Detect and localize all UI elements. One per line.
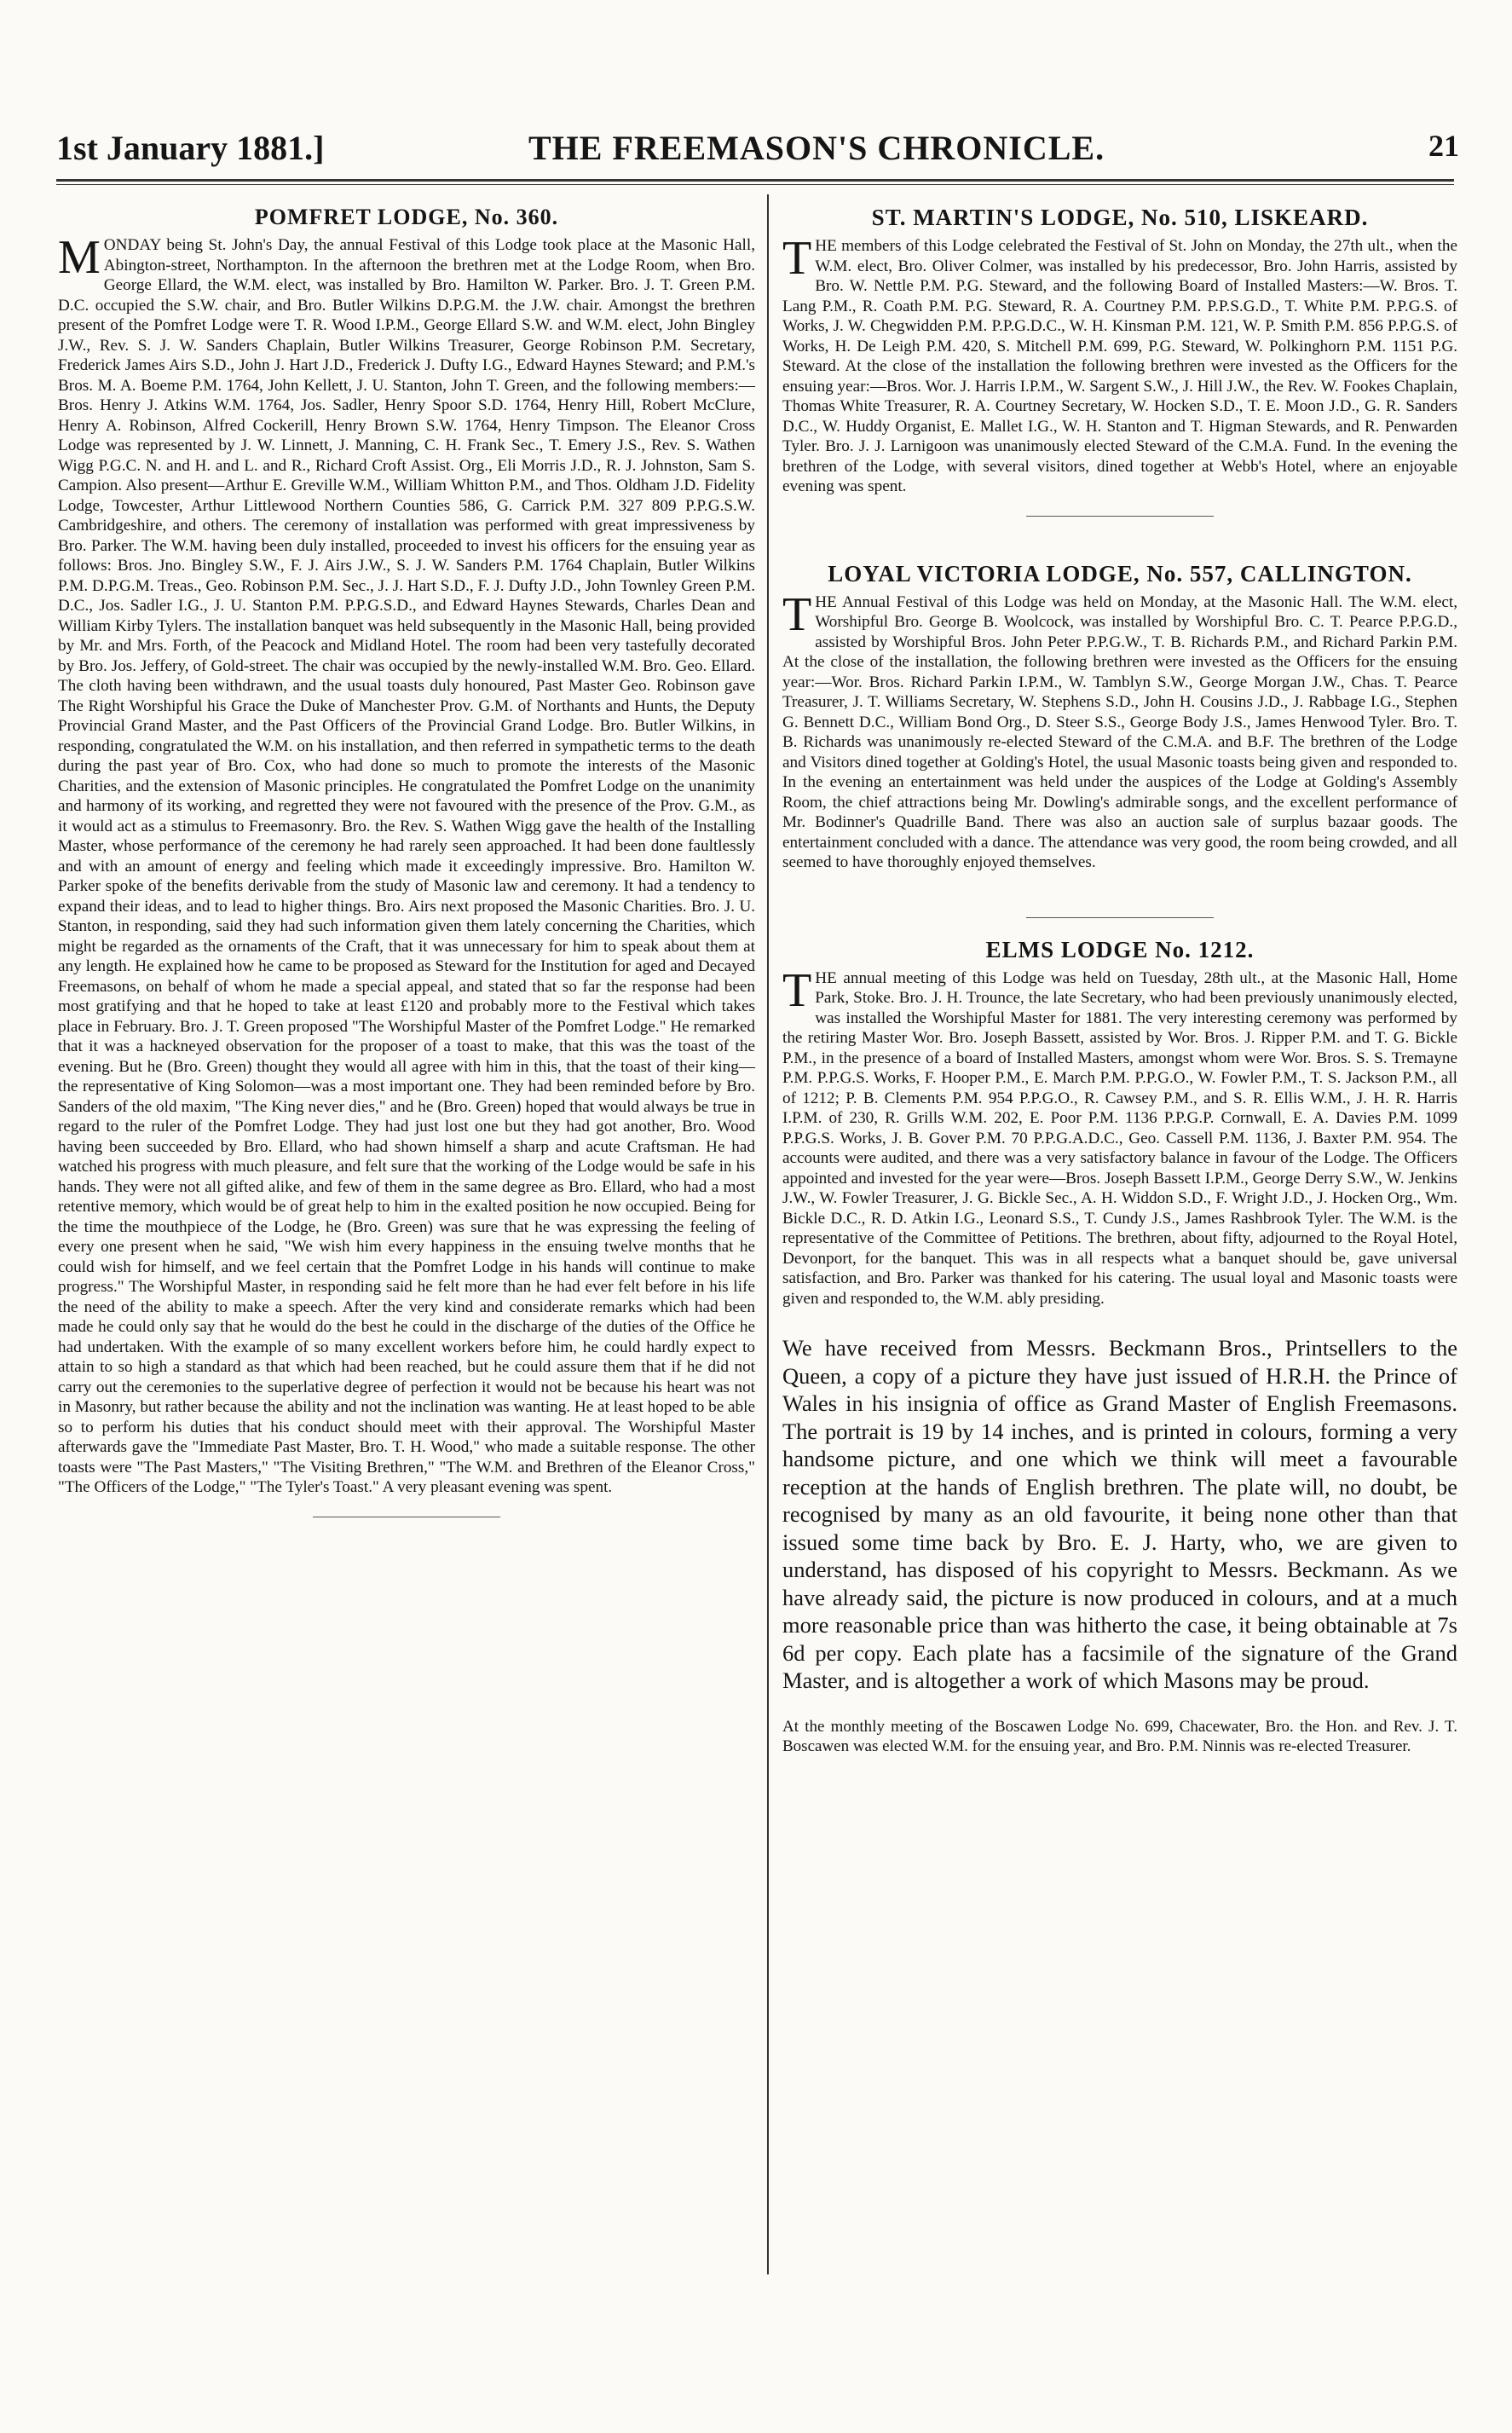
left-column (58, 205, 755, 1536)
article-body (782, 587, 1457, 873)
boscawen-lodge-brief: At the monthly meeting of the Boscawen Lodge No. 699, Chacewater, Bro. the Hon. and Rev. J. T. Boscawen was elected W.M. for the ensuing year, and Bro. P.M. Ninnis was re-elected Treasurer. (782, 1718, 1457, 1755)
article-elms-lodge (782, 937, 1457, 1309)
column-divider (767, 194, 769, 2274)
drop-cap: T (782, 587, 812, 641)
article-title: POMFRET LODGE, No. 360. (254, 205, 559, 229)
header-rule (56, 179, 1454, 182)
beckmann-picture-notice: We have received from Messrs. Beckmann Bros., Printsellers to the Queen, a copy of a picture they have just issued of H.R.H. the Prince of Wales in his insignia of office as Grand Master of English Freemasons. The portrait is 19 by 14 inches, and is printed in colours, forming a very handsome picture, and one which we think will meet a favourable reception at the hands of English brethren. The plate will, no doubt, be recognised by many as an old favourite, it being none other than that issued some time back by Bro. E. J. Harty, who, we are given to understand, has disposed of his copyright to Messrs. Beckmann. As we have already said, the picture is now produced in colours, and at a much more reasonable price than was hitherto the case, it being obtainable at 7s 6d per copy. Each plate has a facsimile of the signature of the Grand Master, and is altogether a work of which Masons may be proud. (782, 1335, 1457, 1693)
article-text: HE annual meeting of this Lodge was held on Tuesday, 28th ult., at the Masonic Hall, Home Park, Stoke. Bro. J. H. Trounce, the late Secretary, who had been previously unanimously elected, was installed the Worshipful Master for 1881. The very interesting ceremony was performed by the retiring Master Wor. Bro. Joseph Bassett, assisted by Wor. Bros. J. Ripper P.M. and T. G. Bickle P.M., in the presence of a board of Installed Masters, amongst whom were Wor. Bros. S. S. Tremayne P.M. P.P.G.S. Works, F. Hooper P.M., E. March P.M. P.P.G.O., W. Fowler P.M., T. S. Jackson P.M., all of 1212; P. B. Clements P.M. 954 P.P.G.O., R. Cawsey P.M., and S. R. Ellis W.M., J. H. R. Harris I.P.M. of 230, R. Grills W.M. 202, E. Poor P.M. 1136 P.P.G.P. Cornwall, E. A. Davies P.M. 1099 P.P.G.S. Works, J. B. Gover P.M. 70 P.P.G.A.D.C., Geo. Cassell P.M. 1136, J. Baxter P.M. 954. The accounts were audited, and there was a very satisfactory balance in favour of the Lodge. The Officers appointed and invested for the year were—Bros. Joseph Bassett I.P.M., George Derry S.W., W. Jenkins J.W., W. Fowler Treasurer, J. G. Bickle Sec., A. H. Widdon S.D., F. Wright J.D., J. Hocken Org., Wm. Bickle D.C., R. D. Atkin I.G., Leonard S.S., T. Cundy J.S., James Rashbrook Tyler. The W.M. is the representative of the Committee of Petitions. The brethren, about fifty, adjourned to the Royal Hotel, Devonport, for the banquet. This was in all respects what a banquet should be, gave universal satisfaction, and Bro. Parker was thanked for his catering. The usual loyal and Masonic toasts were given and responded to, the W.M. ably presiding. (782, 968, 1457, 1308)
article-text: HE Annual Festival of this Lodge was held on Monday, at the Masonic Hall. The W.M. elect, Worshipful Bro. George B. Woolcock, was installed by Worshipful Bro. C. T. Pearce P.P.G.D., assisted by Worshipful Bros. John Peter P.P.G.W., T. B. Richards P.M., and Richard Parkin P.M. At the close of the installation, the following brethren were invested as the Officers for the ensuing year:—Wor. Bros. Richard Parkin I.P.M., W. Tamblyn S.W., George Morgan J.W., Chas. T. Pearce Treasurer, J. T. Williams Secretary, W. Stephens S.D., John H. Cousins J.D., J. Rabbage I.G., Stephen G. Bennett D.C., William Bond Org., D. Steer S.S., George Body J.S., James Henwood Tyler. Bro. T. B. Richards was unanimously re-elected Steward of the C.M.A. and B.F. The brethren of the Lodge and Visitors dined together at Golding's Hotel, the usual Masonic toasts being given and responded to. In the evening an entertainment was held under the auspices of the Lodge at Golding's Assembly Room, the chief attractions being Mr. Dowling's admirable songs, and the excellent performance of Mr. Bodinner's Quadrille Band. There was also an auction sale of surplus bazaar goods. The entertainment concluded with a dance. The attendance was very good, the room being crowded, and all seemed to have thoroughly enjoyed themselves. (782, 592, 1457, 871)
article-text: HE members of this Lodge celebrated the Festival of St. John on Monday, the 27th ult., when the W.M. elect, Bro. Oliver Colmer, was installed by his predecessor, Bro. John Harris, assisted by Bro. W. Nettle P.M. P.G. Steward, and the following Board of Installed Masters:—W. Bros. T. Lang P.M., R. Coath P.M. P.G. Steward, R. A. Courtney P.M. P.P.S.G.D., T. White P.M. P.P.G.S. of Works, J. W. Chegwidden P.M. P.P.G.D.C., W. H. Kinsman P.M. 121, W. P. Smith P.M. 856 P.P.G.S. of Works, H. De Leigh P.M. 420, S. Mitchell P.M. 699, P.G. Steward, W. Polkinghorn P.M. 1151 P.G. Steward. At the close of the installation the following brethren were invested as the Officers for the ensuing year:—Bros. Wor. J. Harris I.P.M., W. Sargent S.W., J. Hill J.W., the Rev. W. Fookes Chaplain, Thomas White Treasurer, R. A. Courtney Secretary, W. Hocken S.D., T. E. Moon J.D., G. R. Sanders D.C., W. Huddy Organist, E. Mallet I.G., W. H. Stanton and T. Higman Stewards, and R. Penwarden Tyler. Bro. J. J. Larnigoon was unanimously elected Steward of the C.M.A. Fund. In the evening the brethren of the Lodge, with several visitors, dined together at Webb's Hotel, where an enjoyable evening was spent. (782, 237, 1457, 495)
section-rule (1026, 516, 1214, 517)
article-pomfret-lodge (58, 205, 755, 1498)
article-title: LOYAL VICTORIA LODGE, No. 557, CALLINGTON. (828, 560, 1412, 587)
article-title: ST. MARTIN'S LODGE, No. 510, LISKEARD. (871, 205, 1369, 230)
article-st-martins-lodge (782, 205, 1457, 497)
article-text: ONDAY being St. John's Day, the annual Festival of this Lodge took place at the Masonic Hall, Abington-street, Northampton. In the afternoon the brethren met at the Lodge Room, when Bro. George Ellard, the W.M. elect, was installed by Bro. Hamilton W. Parker. Bro. J. T. Green P.M. D.C. occupied the S.W. chair, and Bro. Butler Wilkins D.P.G.M. the J.W. chair. Amongst the brethren present of the Pomfret Lodge were T. R. Wood I.P.M., George Ellard S.W. and W.M. elect, John Bingley J.W., Rev. S. J. W. Sanders Chaplain, Butler Wilkins Treasurer, George Robinson P.M. Secretary, Frederick James Airs S.D., John J. Hart J.D., Frederick J. Dufty I.G., Edward Haynes Steward; and P.M.'s Bros. M. A. Boeme P.M. 1764, John Kellett, J. U. Stanton, John T. Green, and the following members:—Bros. Henry J. Atkins W.M. 1764, Jos. Sadler, Henry Spoor S.D. 1764, Henry Hill, Robert McClure, Henry A. Robinson, Alfred Cockerill, Henry Brown S.W. 1764, Henry Timpson. The Eleanor Cross Lodge was represented by J. W. Linnett, J. Manning, C. H. Frank Sec., T. Emery J.S., Rev. S. Wathen Wigg P.G.C. N. and H. and L. and R., Richard Croft Assist. Org., Eli Morris J.D., R. J. Johnston, Sam S. Campion. Also present—Arthur E. Greville W.M., William Whitton P.M., and Thos. Oldham J.D. Fidelity Lodge, Towcester, Arthur Littlewood Northern Counties 586, G. Carrick P.M. 327 809 P.P.G.S.W. Cambridgeshire, and others. The ceremony of installation was performed with great impressiveness by Bro. Parker. The W.M. having been duly installed, proceeded to invest his officers for the ensuing year as follows: Bros. Jno. Bingley S.W., F. J. Airs J.W., S. J. W. Sanders P.M. 1764 Chaplain, Butler Wilkins P.M. D.P.G.M. Treas., Geo. Robinson P.M. Sec., J. J. Hart S.D., F. J. Dufty J.D., John Townley Green P.M. D.C., Jos. Sadler I.G., J. U. Stanton P.M. P.P.G.S.D., and Edward Haynes Stewards, Charles Dean and William Kirby Tylers. The installation banquet was held subsequently in the Masonic Hall, being provided by Mr. and Mrs. Forth, of the Peacock and Midland Hotel. The room had been very tastefully decorated by Bro. Jos. Jeffery, of Gold-street. The chair was occupied by the newly-installed W.M. Bro. Geo. Ellard. The cloth having been withdrawn, and the usual toasts duly honoured, Past Master Geo. Robinson gave The Right Worshipful his Grace the Duke of Manchester Prov. G.M. of Northants and Hunts, the Deputy Provincial Grand Master, and the Past Officers of the Provincial Grand Lodge. Bro. Butler Wilkins, in responding, congratulated the W.M. on his installation, and then referred in sympathetic terms to the death during the past year of Bro. Cox, who had done so much to promote the interests of the Masonic Charities, and the extension of Masonic principles. He congratulated the Pomfret Lodge on the unanimity and harmony of its working, and regretted they were not favoured with the presence of the Prov. G.M., as it would act as a stimulus to Freemasonry. Bro. the Rev. S. Wathen Wigg gave the health of the Installing Master, whose performance of the ceremony he had rarely seen approached. It had been done faultlessly and with an amount of energy and feeling which made it exceedingly impressive. Bro. Hamilton W. Parker spoke of the benefits derivable from the study of Masonic law and ceremony. It had a tendency to expand their ideas, and to lead to higher things. Bro. Airs next proposed the Masonic Charities. Bro. J. U. Stanton, in responding, said they had such information given them lately concerning the Charities, which might be regarded as the ornaments of the Craft, that it was unnecessary for him to speak about them at any length. He explained how he came to be proposed as Steward for the Institution for aged and Decayed Freemasons, on behalf of whom he made a special appeal, and stated that so far the response had been most gratifying and that he hoped to take at least £120 and probably more to the Festival which takes place in February. Bro. J. T. Green proposed "The Worshipful Master of the Pomfret Lodge." He remarked that it was a hackneyed observation for the proposer of a toast to make, that this was the toast of the evening. But he (Bro. Green) thought they would all agree with him in this, that the toast of their king—the representative of King Solomon—was a most important one. They had been reminded before by Bro. Sanders of the old maxim, "The King never dies," and he (Bro. Green) hoped that would always be true in regard to the ruler of the Pomfret Lodge. They had just lost one but they had got another, Bro. Wood having been succeeded by Bro. Ellard, who had shown himself a sharp and acute Craftsman. He had watched his progress with much pleasure, and felt sure that the working of the Lodge would be safe in his hands. They were not all gifted alike, and few of them in the same degree as Bro. Ellard, who had a most retentive memory, which would be of great help to him in the exalted position he now occupied. Being for the time the mouthpiece of the Lodge, he (Bro. Green) was sure that he was expressing the feeling of every one present when he said, "We wish him every happiness in the ensuing twelve months that he could wish for himself, and we feel certain that the Pomfret Lodge in his hands will continue to make progress." The Worshipful Master, in responding said he felt more than he had ever felt before in his life the need of the ability to make a speech. After the very kind and considerate remarks which had been made he could only say that he would do the best he could in the discharge of the duties of the Office he had undertaken. With the example of so many excellent workers before him, he could hardly expect to attain to so high a standard as that which had been reached, but he could assure them that if he did not carry out the ceremonies to the superlative degree of perfection it would not be because his heart was not in Masonry, but rather because the ability and not the inclination was wanting. He at least hoped to be able so to perform his duties that his conduct should meet with their approval. The Worshipful Master afterwards gave the "Immediate Past Master, Bro. T. H. Wood," who made a suitable response. The other toasts were "The Past Masters," "The Visiting Brethren," "The W.M. and Brethren of the Eleanor Cross," "The Officers of the Lodge," "The Tyler's Toast." A very pleasant evening was spent. (58, 236, 755, 1496)
article-title: ELMS LODGE No. 1212. (985, 936, 1255, 962)
section-rule (1026, 917, 1214, 918)
page-number: 21 (1428, 129, 1459, 163)
right-column (782, 205, 1457, 1772)
header-title: THE FREEMASON'S CHRONICLE. (528, 129, 1105, 167)
drop-cap: T (782, 963, 812, 1017)
article-body (782, 232, 1457, 497)
drop-cap: M (58, 231, 101, 284)
drop-cap: T (782, 232, 812, 285)
article-body (782, 963, 1457, 1309)
header-date: 1st January 1881.] (56, 129, 325, 167)
header-rule-thin (56, 184, 1454, 185)
page-header (51, 128, 1466, 176)
article-body (58, 231, 755, 1498)
article-loyal-victoria-lodge (782, 561, 1457, 873)
